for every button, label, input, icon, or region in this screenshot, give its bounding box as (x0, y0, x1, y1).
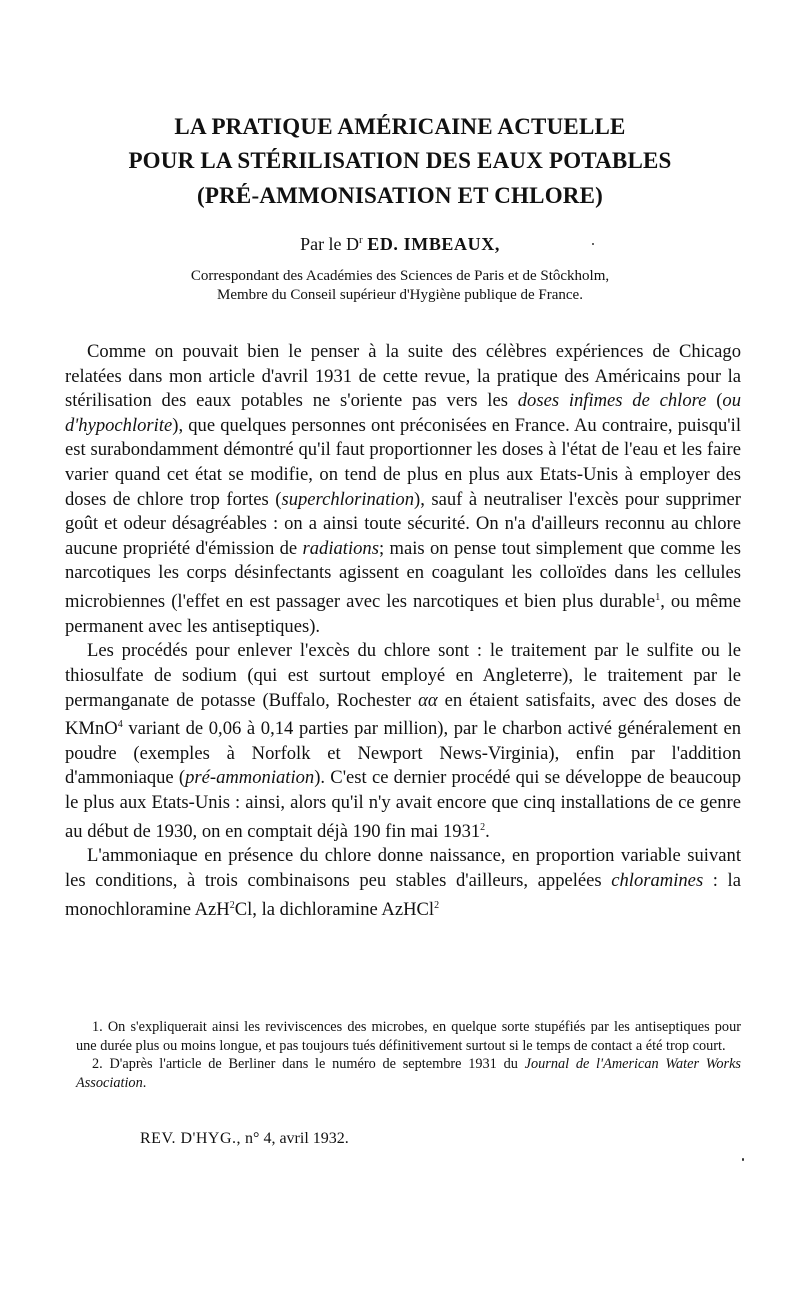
author-prefix: Par le D (300, 234, 360, 254)
footnote-2-text-1: 2. D'après l'article de Berliner dans le numéro de septembre 1931 du (92, 1056, 525, 1073)
paragraph-1 (65, 340, 741, 639)
p3-text-3: Cl, la dichloramine AzHCl (234, 898, 435, 920)
p2-italic-2: pré-ammoniation (185, 767, 315, 789)
print-speck (592, 243, 594, 245)
article-body (65, 340, 741, 922)
footnote-2-journal: Journal de l'American Water Works Association (76, 1056, 741, 1091)
affiliation-line-1: Correspondant des Académies des Sciences de Paris et de Stôckholm, (190, 268, 610, 284)
p2-sup-1: 4 (117, 719, 123, 731)
paragraph-3 (65, 844, 741, 922)
p1-text-4: ), sauf à neutraliser l'excès pour supprimer goût et odeur désagréables : on a ainsi toute sécurité. On n'a d'ailleurs reconnu au chlore aucune propriété d'émission de (65, 488, 742, 559)
affiliation-line-2: Membre du Conseil supérieur d'Hygiène publique de France. (217, 287, 583, 303)
p3-sup-2: 2 (434, 899, 440, 911)
journal-reference (140, 1130, 349, 1148)
title-line-2: POUR LA STÉRILISATION DES EAUX POTABLES (128, 148, 672, 173)
journal-issue: n° 4, avril 1932. (241, 1130, 349, 1147)
footnote-1: 1. On s'expliquerait ainsi les reviviscences des microbes, en quelque sorte stupéfiés par les antiseptiques pour une durée plus ou moins longue, et pas toujours tués définitivement surtout si le temps de contact a été trop court. (76, 1019, 741, 1054)
p1-italic-2: ou d'hypochlorite (65, 390, 742, 436)
footnote-marker-1: 1 (655, 591, 661, 603)
p3-text-2: : la monochloramine AzH (65, 870, 741, 920)
p1-text-2: ( (706, 390, 723, 412)
p3-italic-1: chloramines (611, 870, 704, 892)
p2-text-4: ). C'est ce dernier procédé qui se développe de beaucoup le plus aux Etats-Unis : ainsi, alors qu'il n'y avait encore que cinq installations de ce genre au début de 1930, on en comptait déjà 190 fin mai 1931 (65, 767, 741, 842)
p3-text-1: L'ammoniaque en présence du chlore donne naissance, en proportion variable suivant les conditions, à trois combinaisons peu stables d'ailleurs, appelées (65, 845, 741, 892)
journal-name: REV. D'HYG., (140, 1130, 242, 1147)
p3-sup-1: 2 (229, 899, 235, 911)
p1-italic-3: superchlorination (281, 488, 415, 510)
author-name: ED. IMBEAUX, (367, 234, 500, 254)
p2-text-3: variant de 0,06 à 0,14 parties par million), par le charbon activé généralement en poudre (exemples à Norfolk et Newport News-Virginia), enfin par l'addition d'ammoniaque ( (65, 718, 741, 789)
title-line-3: (PRÉ-AMMONISATION ET CHLORE) (197, 183, 603, 208)
p1-italic-4: radiations (302, 537, 379, 559)
title-line-1: LA PRATIQUE AMÉRICAINE ACTUELLE (174, 114, 626, 139)
footnote-2 (76, 1055, 741, 1092)
p1-text-5: ; mais on pense tout simplement que comme les narcotiques les corps désinfectants agissent en coagulant les colloïdes dans les cellules microbiennes (l'effet en est passager avec les narcotiques et bien plus durable (65, 537, 741, 613)
p1-text-3: ), que quelques personnes ont préconisées en France. Au contraire, puisqu'il est surabondamment démontré qu'il faut proportionner les doses à l'état de l'eau et les faire varier quand cet état se modifie, on tend de plus en plus aux Etats-Unis à employer des doses de chlore trop fortes ( (65, 414, 741, 510)
footnote-2-text-2: . (142, 1074, 147, 1091)
footnote-marker-2: 2 (480, 821, 486, 833)
p2-text-5: . (485, 820, 490, 842)
p2-text-2: en étaient satisfaits, avec des doses de KMnO (65, 689, 741, 740)
footnotes (76, 1018, 741, 1092)
paragraph-2 (65, 639, 741, 844)
author-line (0, 234, 800, 255)
p2-text-1: Les procédés pour enlever l'excès du chlore sont : le traitement par le sulfite ou le thiosulfate de sodium (qui est surtout employé en Angleterre), le traitement par le permanganate de potasse (Buffalo, Rochester (65, 640, 741, 711)
author-prefix-sup: r (359, 234, 363, 246)
print-speck (742, 1158, 744, 1161)
p1-italic-1: doses infimes de chlore (517, 390, 707, 412)
p2-italic-1: αα (418, 689, 438, 711)
p1-text-6: , ou même permanent avec les antiseptiques). (65, 591, 741, 637)
p1-text-1: Comme on pouvait bien le penser à la suite des célèbres expériences de Chicago relatées dans mon article d'avril 1931 de cette revue, la pratique des Américains pour la stérilisation des eaux potables ne s'oriente pas vers les (65, 341, 741, 412)
